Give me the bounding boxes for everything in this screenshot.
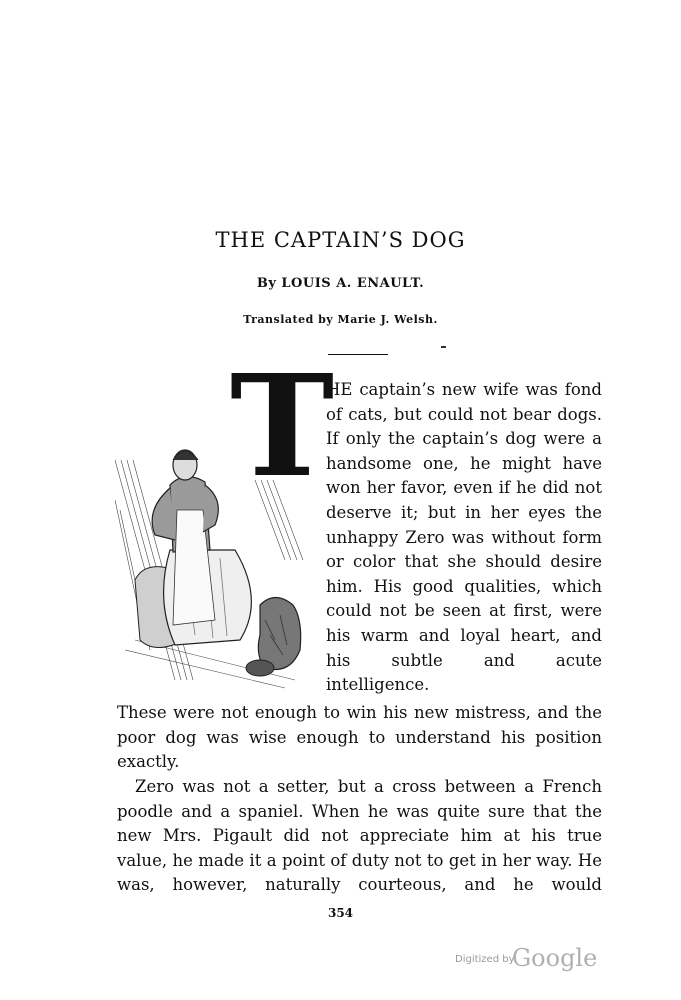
drop-cap-letter: T [230,345,335,509]
translator-credit: Translated by Marie J. Welsh. [243,313,438,326]
story-title: THE CAPTAIN’S DOG [215,228,466,252]
paragraph-1-wrapped: HE captain’s new wife was fond of cats, but could not bear dogs. If only the captain’s dog were a handsome one, he might have won her favor, even if he did not deserve it; but in her eyes the unhappy Zero was without form or color that she should desire him. His good qualities, which could not be seen at first, were his warm and loyal heart, and his subtle and acute intelligence. [326,380,602,695]
print-speck [441,346,446,348]
paragraph-2: Zero was not a setter, but a cross between a French poodle and a spaniel. When he was quite sure that the new Mrs. Pigault did not appreciate him at his true value, he made it a point of duty not to get in her way. He was, however, naturally courteous, and he would [117,777,602,895]
woman-and-dog-illustration [115,440,325,690]
author-byline: By LOUIS A. ENAULT. [256,276,425,291]
paragraph-1-continued: These were not enough to win his new mistress, and the poor dog was wise enough to understand his position exactly. [117,703,602,772]
page-number: 354 [327,906,354,920]
digitized-by-label: Digitized by [455,954,515,965]
title-divider [328,354,388,355]
google-watermark-logo: Google [512,944,598,972]
